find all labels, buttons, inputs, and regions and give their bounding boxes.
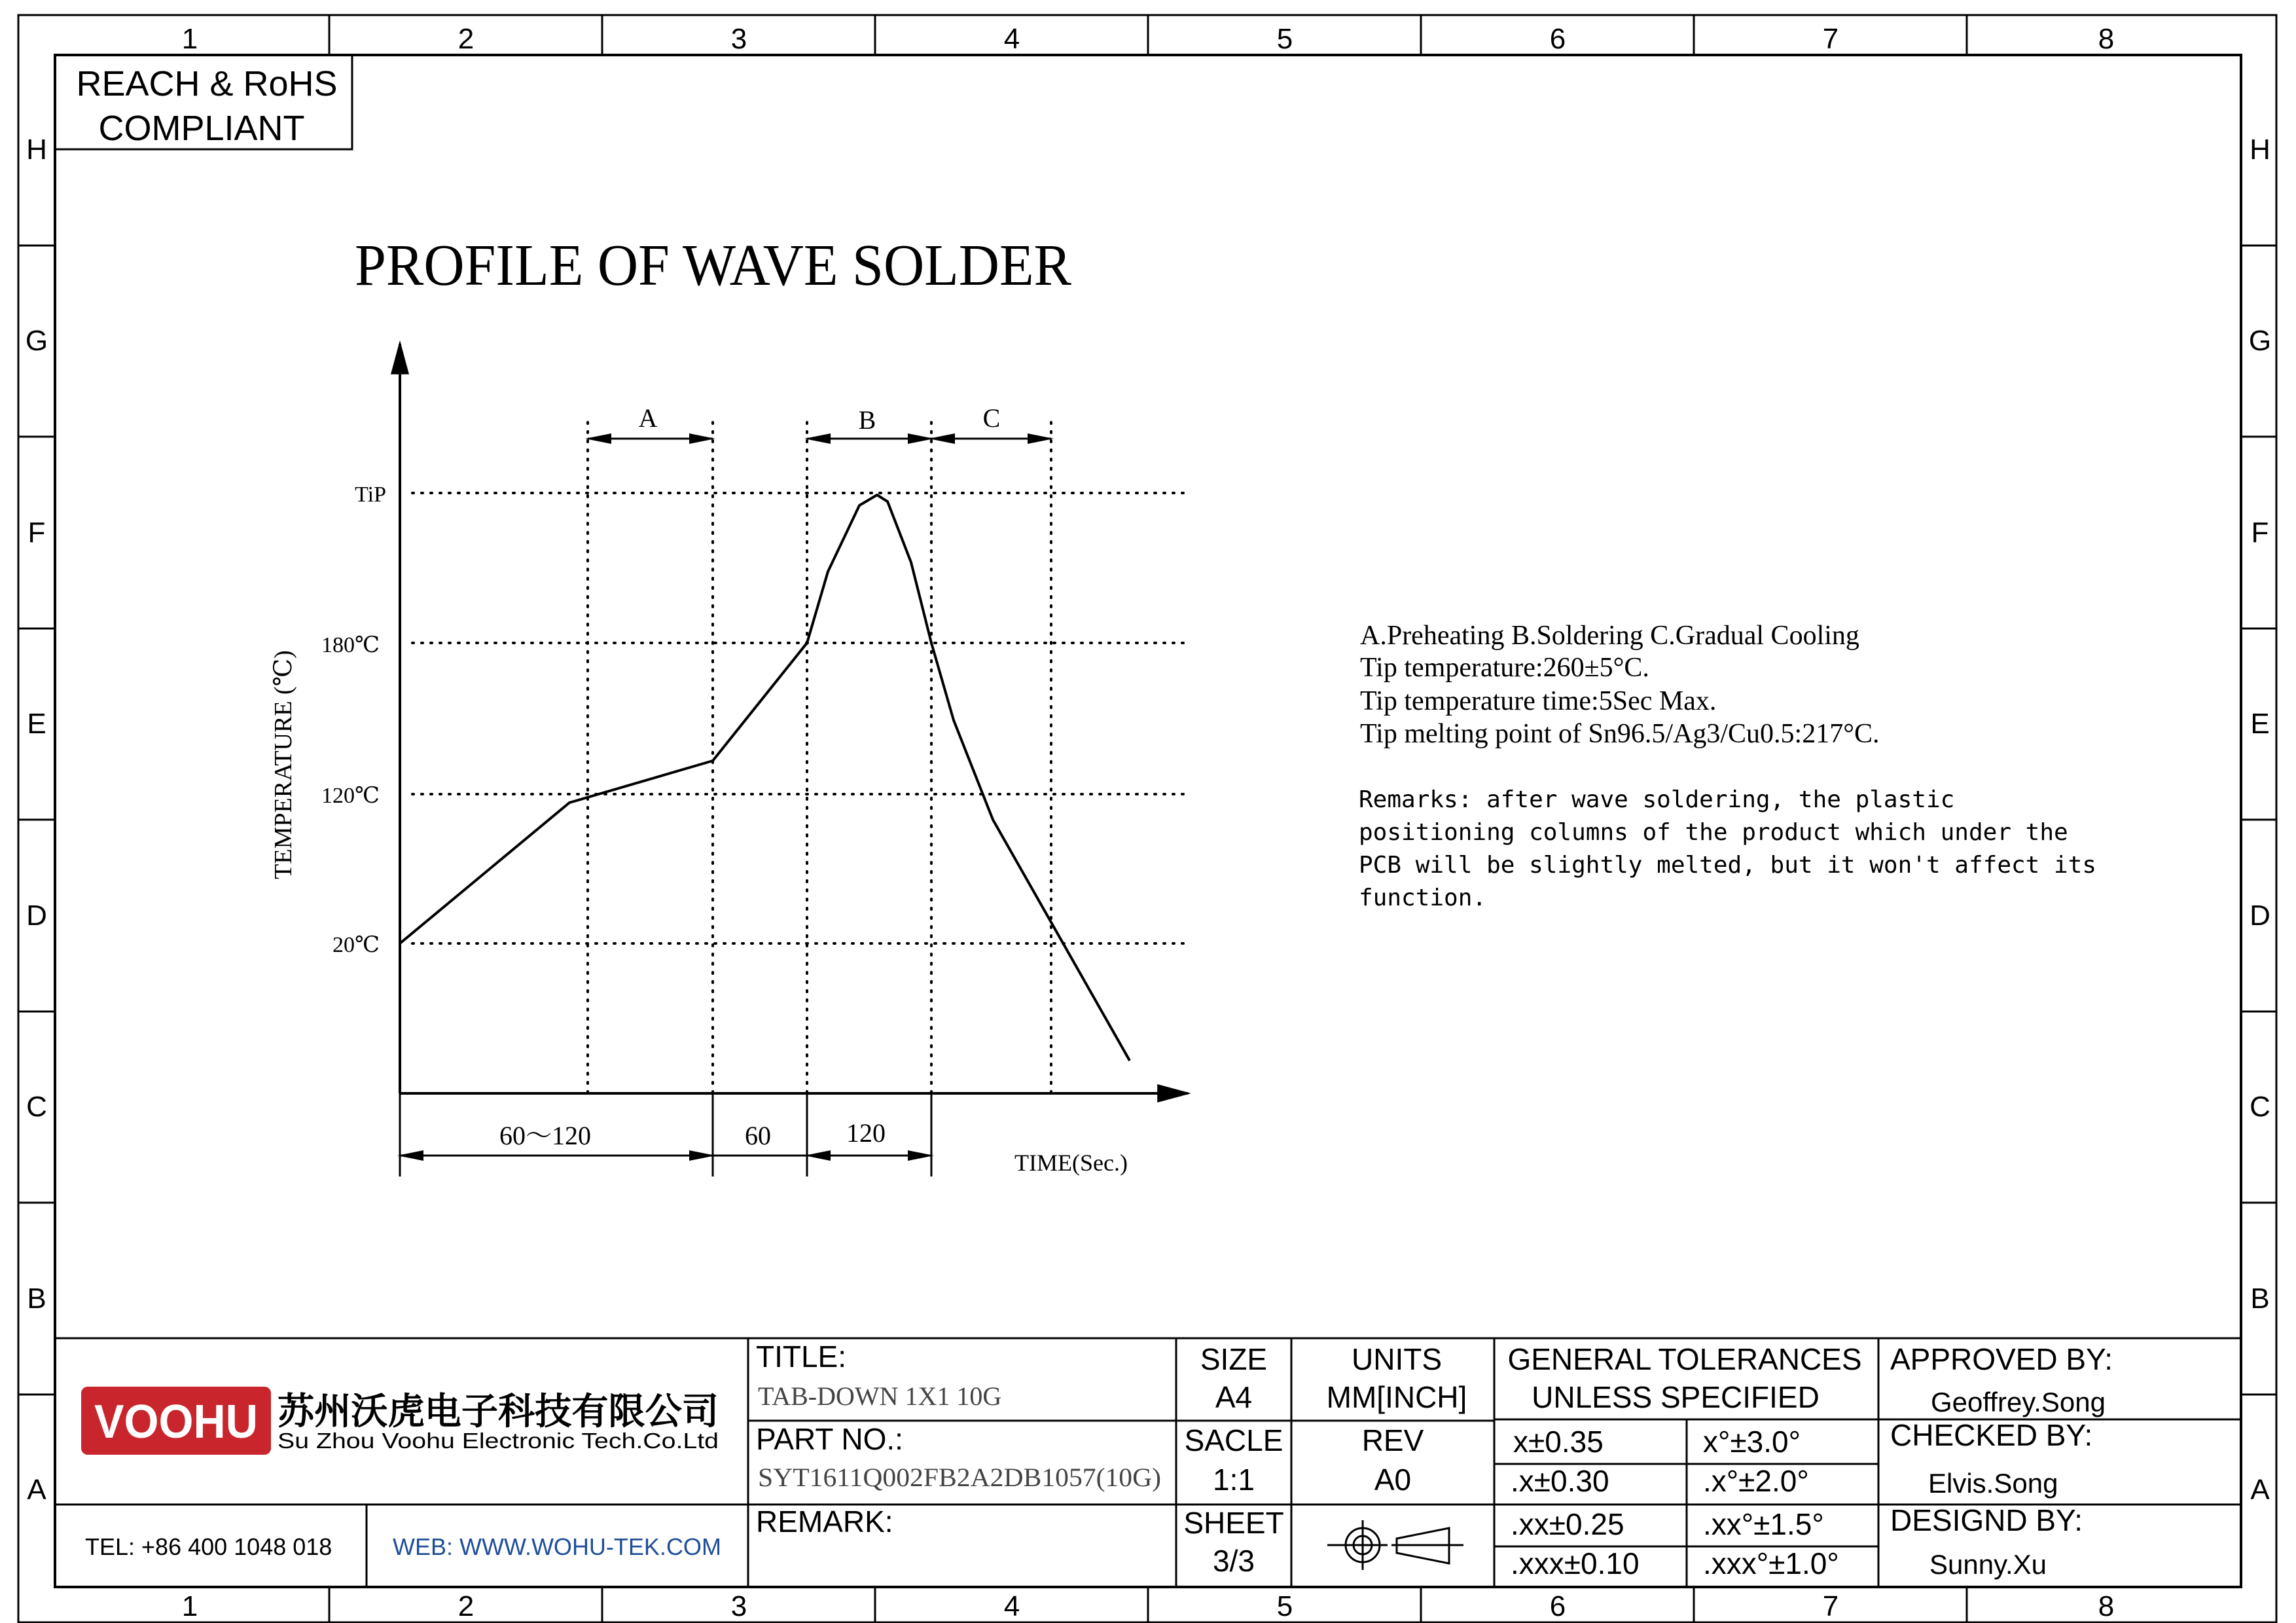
tolerance-linear: .xx±0.25: [1511, 1507, 1624, 1541]
dim-label: 60: [745, 1121, 771, 1150]
size-value: A4: [1215, 1380, 1253, 1414]
tolerance-angular: .xxx°±1.0°: [1703, 1546, 1839, 1580]
row-label-right: H: [2250, 134, 2270, 166]
y-tick-labels: [321, 483, 386, 957]
logo-text: VOOHU: [94, 1396, 258, 1448]
tolerance-linear: .xxx±0.10: [1511, 1546, 1640, 1580]
col-label-bottom: 1: [181, 1590, 198, 1622]
col-label-bottom: 8: [2098, 1590, 2115, 1622]
company-name-en: Su Zhou Voohu Electronic Tech.Co.Ltd: [278, 1429, 719, 1453]
remark-label: REMARK:: [756, 1504, 893, 1539]
tel-text: TEL: +86 400 1048 018: [85, 1533, 332, 1560]
rev-label: REV: [1361, 1423, 1424, 1457]
compliance-line1: REACH & RoHS: [76, 64, 338, 103]
size-label: SIZE: [1200, 1342, 1268, 1376]
compliance-box: [55, 55, 352, 149]
x-axis-label: TIME(Sec.): [1014, 1150, 1128, 1176]
col-label-bottom: 5: [1276, 1590, 1293, 1622]
zone-label-c: C: [982, 403, 1001, 433]
tolerance-linear: x±0.35: [1513, 1425, 1604, 1459]
web-text: WEB: WWW.WOHU-TEK.COM: [393, 1533, 721, 1560]
remarks-line: function.: [1359, 884, 1487, 911]
row-label-right: G: [2248, 325, 2272, 357]
zone-label-a: A: [638, 403, 658, 433]
col-label-bottom: 6: [1549, 1590, 1566, 1622]
row-label-right: A: [2250, 1474, 2270, 1506]
designed-label: DESIGND BY:: [1890, 1503, 2083, 1537]
col-label-bottom: 4: [1003, 1590, 1020, 1622]
row-label-left: A: [27, 1474, 46, 1506]
remarks-line: positioning columns of the product which under the: [1359, 819, 2068, 846]
y-tick-label: 120℃: [321, 784, 380, 808]
col-label-top: 8: [2098, 23, 2115, 55]
checked-name: Elvis.Song: [1928, 1468, 2058, 1499]
row-label-right: D: [2250, 900, 2270, 932]
page-title: PROFILE OF WAVE SOLDER: [355, 233, 1071, 298]
row-label-left: F: [27, 517, 46, 549]
row-label-left: D: [26, 900, 47, 932]
tolerance-angular: x°±3.0°: [1703, 1425, 1801, 1459]
col-label-top: 3: [730, 23, 747, 55]
part-number: SYT1611Q002FB2A2DB1057(10G): [758, 1463, 1161, 1492]
projection-symbol-icon: [1327, 1520, 1463, 1570]
row-label-left: G: [25, 325, 48, 357]
units-value: MM[INCH]: [1326, 1380, 1467, 1414]
notes-melting-point: Tip melting point of Sn96.5/Ag3/Cu0.5:217°C.: [1360, 719, 1880, 749]
col-label-top: 1: [181, 23, 198, 55]
company-logo: [81, 1387, 271, 1455]
notes-tip-temp: Tip temperature:260±5°C.: [1360, 653, 1649, 683]
grid-lines: [412, 422, 1188, 1093]
col-label-top: 7: [1822, 23, 1839, 55]
company-name-cn: 苏州沃虎电子科技有限公司: [278, 1391, 719, 1432]
row-label-left: E: [27, 708, 46, 740]
row-label-right: E: [2250, 708, 2270, 740]
remarks-line: Remarks: after wave soldering, the plastic: [1359, 786, 1955, 813]
tolerance-angular: .x°±2.0°: [1703, 1464, 1809, 1498]
notes-tip-time: Tip temperature time:5Sec Max.: [1360, 686, 1717, 716]
x-dimension-labels: [499, 1118, 886, 1150]
part-label: PART NO.:: [756, 1422, 903, 1456]
y-axis-label: TEMPERATURE (℃): [270, 650, 297, 879]
y-tick-label: 20℃: [332, 933, 380, 957]
tolerance-linear: .x±0.30: [1511, 1464, 1609, 1498]
col-label-top: 5: [1276, 23, 1293, 55]
col-label-bottom: 2: [457, 1590, 475, 1622]
scale-label: SACLE: [1184, 1423, 1283, 1457]
approved-name: Geoffrey.Song: [1931, 1387, 2106, 1417]
sheet-label: SHEET: [1183, 1506, 1284, 1540]
tolerance-table: [1511, 1425, 1839, 1580]
remarks-line: PCB will be slightly melted, but it won't affect its: [1359, 852, 2097, 879]
row-label-right: B: [2250, 1283, 2270, 1315]
approved-label: APPROVED BY:: [1890, 1342, 2113, 1376]
row-label-right: C: [2250, 1091, 2270, 1123]
notes-legend: A.Preheating B.Soldering C.Gradual Cooling: [1360, 621, 1859, 651]
col-label-bottom: 7: [1822, 1590, 1839, 1622]
col-label-bottom: 3: [730, 1590, 747, 1622]
remarks: [1359, 786, 2096, 911]
scale-value: 1:1: [1213, 1463, 1255, 1497]
dim-label: 120: [846, 1118, 886, 1148]
col-label-top: 4: [1003, 23, 1020, 55]
zone-label-b: B: [858, 405, 876, 435]
sheet-value: 3/3: [1213, 1544, 1255, 1578]
notes: [1360, 621, 1880, 749]
compliance-line2: COMPLIANT: [98, 109, 305, 148]
dim-label: 60～120: [499, 1121, 591, 1150]
y-tick-label: 180℃: [321, 633, 380, 657]
tolerance-angular: .xx°±1.5°: [1703, 1507, 1824, 1541]
title-value: TAB-DOWN 1X1 10G: [758, 1381, 1002, 1411]
title-label: TITLE:: [756, 1340, 847, 1374]
tolerances-heading-2: UNLESS SPECIFIED: [1532, 1380, 1820, 1414]
title-block: [55, 1338, 2241, 1587]
rev-value: A0: [1374, 1463, 1412, 1497]
row-label-left: B: [27, 1283, 46, 1315]
row-label-left: C: [26, 1091, 47, 1123]
zone-labels-chart: [639, 403, 1001, 435]
tolerances-heading-1: GENERAL TOLERANCES: [1507, 1342, 1862, 1376]
temperature-curve: [400, 495, 1130, 1061]
row-label-left: H: [26, 134, 47, 166]
checked-label: CHECKED BY:: [1890, 1418, 2093, 1452]
row-label-right: F: [2251, 517, 2269, 549]
designed-name: Sunny.Xu: [1929, 1549, 2047, 1580]
col-label-top: 6: [1549, 23, 1566, 55]
y-tick-label: TiP: [355, 483, 386, 507]
units-label: UNITS: [1352, 1342, 1442, 1376]
col-label-top: 2: [457, 23, 475, 55]
profile-chart: [270, 344, 1188, 1176]
